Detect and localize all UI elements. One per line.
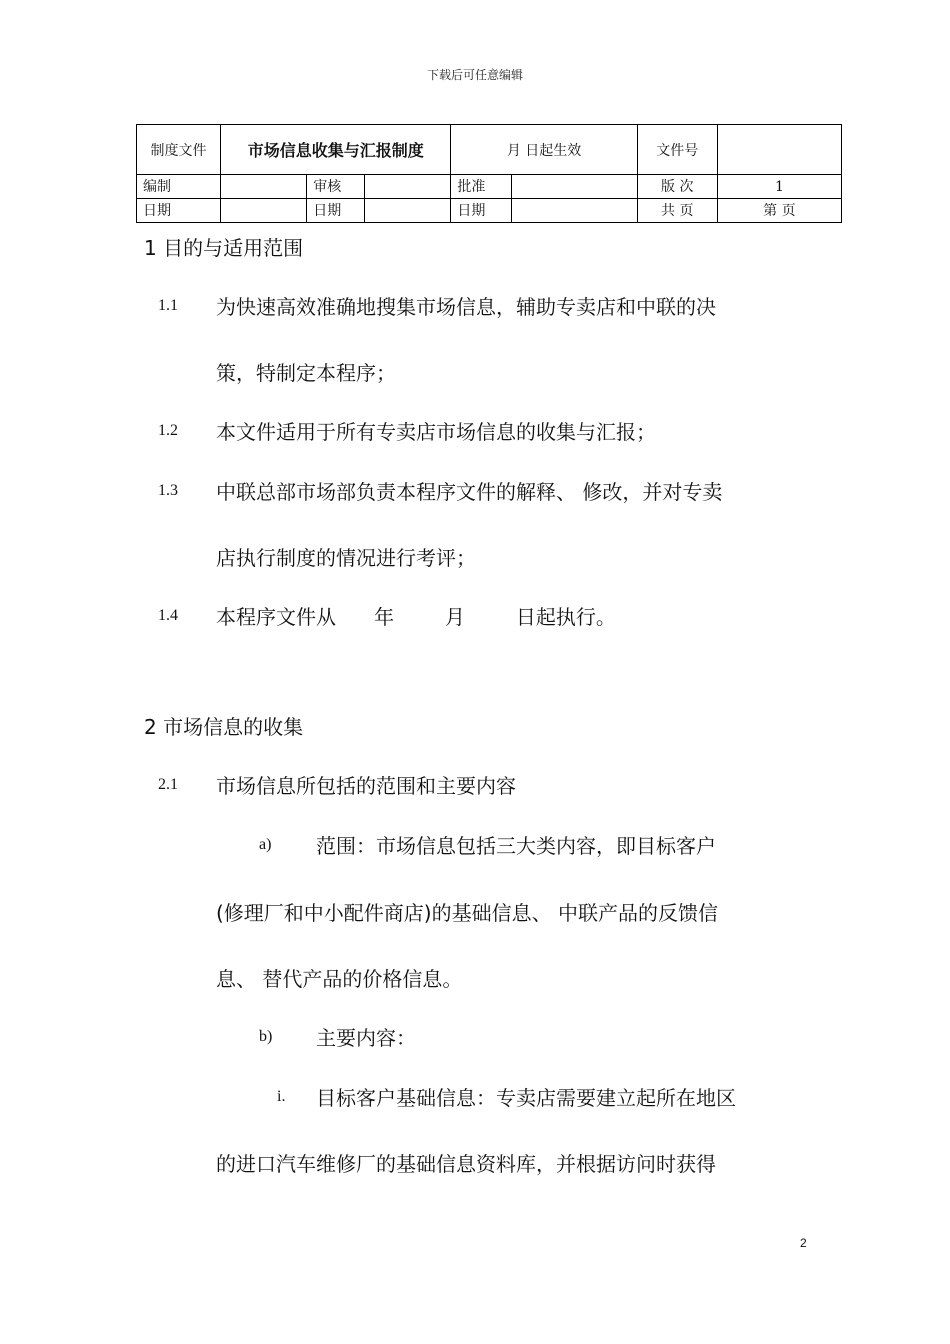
top-note: 下载后可任意编辑 bbox=[426, 68, 523, 82]
paragraph-line: 店执行制度的情况进行考评； bbox=[216, 546, 476, 570]
paragraph-line: 本文件适用于所有专卖店市场信息的收集与汇报； bbox=[216, 420, 656, 444]
page-of-cell: 第 页 bbox=[717, 199, 841, 223]
paragraph-line: 本程序文件从 年 月 日起执行。 bbox=[216, 605, 616, 629]
doc-title-cell: 市场信息收集与汇报制度 bbox=[221, 125, 451, 175]
item-number: 1.4 bbox=[158, 607, 178, 624]
effective-date-cell: 月 日起生效 bbox=[451, 125, 637, 175]
reviewed-value-cell bbox=[365, 175, 451, 199]
reviewed-label-cell: 审核 bbox=[307, 175, 365, 199]
paragraph-line: 主要内容： bbox=[316, 1026, 416, 1050]
section-heading: 1 目的与适用范围 bbox=[144, 236, 304, 260]
approved-value-cell bbox=[511, 175, 637, 199]
date-label-cell-3: 日期 bbox=[451, 199, 511, 223]
date-value-cell-1 bbox=[221, 199, 307, 223]
item-number: 1.2 bbox=[158, 422, 178, 439]
paragraph-line: 息、 替代产品的价格信息。 bbox=[216, 967, 463, 991]
paragraph-line: 市场信息所包括的范围和主要内容 bbox=[216, 774, 516, 798]
paragraph-line: 目标客户基础信息：专卖店需要建立起所在地区 bbox=[316, 1086, 736, 1110]
paragraph-line: 策，特制定本程序； bbox=[216, 361, 396, 385]
prepared-value-cell bbox=[221, 175, 307, 199]
paragraph-line: (修理厂和中小配件商店)的基础信息、 中联产品的反馈信 bbox=[216, 901, 718, 925]
item-number: 1.3 bbox=[158, 482, 178, 499]
version-value-cell: 1 bbox=[717, 175, 841, 199]
file-no-label-cell: 文件号 bbox=[637, 125, 717, 175]
version-label-cell: 版 次 bbox=[637, 175, 717, 199]
prepared-label-cell: 编制 bbox=[137, 175, 221, 199]
date-label-cell-1: 日期 bbox=[137, 199, 221, 223]
file-no-value-cell bbox=[717, 125, 841, 175]
date-value-cell-3 bbox=[511, 199, 637, 223]
paragraph-line: 的进口汽车维修厂的基础信息资料库，并根据访问时获得 bbox=[216, 1152, 716, 1176]
paragraph-line: 范围：市场信息包括三大类内容，即目标客户 bbox=[316, 834, 716, 858]
date-label-cell-2: 日期 bbox=[307, 199, 365, 223]
subitem-number: b) bbox=[259, 1028, 273, 1045]
paragraph-line: 中联总部市场部负责本程序文件的解释、 修改，并对专卖 bbox=[216, 480, 723, 504]
doc-type-cell: 制度文件 bbox=[137, 125, 221, 175]
subitem-number: a) bbox=[259, 836, 272, 853]
date-value-cell-2 bbox=[365, 199, 451, 223]
item-number: 1.1 bbox=[158, 297, 178, 314]
total-pages-cell: 共 页 bbox=[637, 199, 717, 223]
item-number: 2.1 bbox=[158, 776, 178, 793]
document-header-table bbox=[136, 124, 842, 223]
section-heading: 2 市场信息的收集 bbox=[144, 715, 304, 739]
page-number: 2 bbox=[800, 1236, 807, 1250]
paragraph-line: 为快速高效准确地搜集市场信息，辅助专卖店和中联的决 bbox=[216, 295, 716, 319]
subitem-number: i. bbox=[277, 1088, 286, 1105]
approved-label-cell: 批准 bbox=[451, 175, 511, 199]
